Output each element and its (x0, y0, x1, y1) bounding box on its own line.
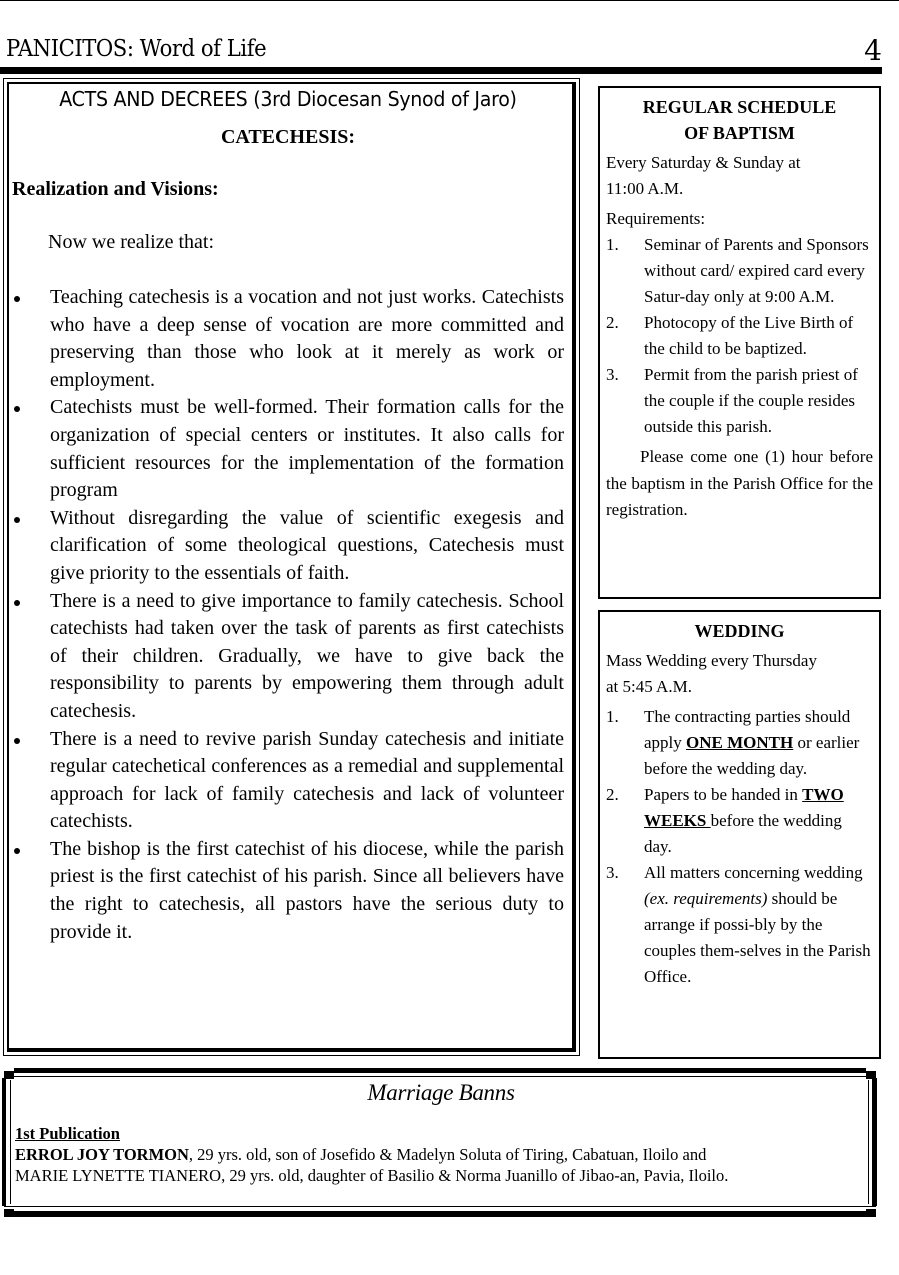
wedding-heading: WEDDING (694, 621, 785, 641)
bullet-item: Teaching catechesis is a vocation and not just works. Catechists who have a deep sense of vocation are more committed and preserving than those who look at it merely as work or employment. (12, 284, 564, 394)
bullet-item: There is a need to revive parish Sunday catechesis and initiate regular catechetical conferences as a remedial and supplemental approach for lack of family catechesis and lack of volunteer catechists. (12, 726, 564, 836)
baptism-heading: REGULAR SCHEDULE OF BAPTISM (642, 97, 837, 143)
section-heading: Realization and Visions: (12, 178, 219, 200)
page-number: 4 (864, 34, 882, 67)
groom-name: ERROL JOY TORMON (15, 1145, 189, 1164)
masthead (6, 34, 886, 70)
frame-corner (866, 1209, 876, 1217)
marriage-banns-box (2, 1068, 880, 1220)
frame-border (14, 1211, 866, 1217)
wedding-item: 3. All matters concerning wedding (ex. requirements) should be arrange if possi-bly by the couples them-selves in the Parish Office. (606, 863, 871, 986)
baptism-schedule: Every Saturday & Sunday at 11:00 A.M. (606, 153, 801, 198)
article-title: ACTS AND DECREES (3rd Diocesan Synod of Jaro) (59, 87, 517, 111)
wedding-schedule: Mass Wedding every Thursday at 5:45 A.M. (606, 651, 817, 696)
bullet-icon (14, 600, 20, 606)
bullet-item: The bishop is the first catechist of his diocese, while the parish priest is the first catechist of his parish. Since all believers have the right to catechesis, all pastors have the serious duty to provide it. (12, 836, 564, 946)
frame-border (14, 1068, 866, 1073)
requirement-item: 1. Seminar of Parents and Sponsors without card/ expired card every Satur-day only at 9:00 A.M. (606, 235, 869, 306)
banns-title: Marriage Banns (367, 1080, 515, 1105)
emphasis-two-weeks: TWO WEEKS (644, 785, 844, 830)
bride-line: MARIE LYNETTE TIANERO, 29 yrs. old, daughter of Basilio & Norma Juanillo of Jibao-an, Pavia, Iloilo. (15, 1166, 729, 1185)
bullet-icon (14, 406, 20, 412)
baptism-schedule-box (598, 86, 881, 599)
italic-note: (ex. requirements) (644, 889, 768, 908)
baptism-closing-note: Please come one (1) hour before the baptism in the Parish Office for the registration. (606, 447, 873, 519)
banns-body (15, 1123, 865, 1186)
newsletter-title: PANICITOS: Word of Life (6, 36, 267, 62)
bullet-list (12, 284, 564, 946)
emphasis-one-month: ONE MONTH (686, 733, 794, 752)
article-box (3, 78, 580, 1056)
frame-border (4, 1206, 876, 1207)
frame-corner (866, 1071, 876, 1079)
frame-corner (4, 1071, 14, 1079)
frame-border (4, 1076, 876, 1077)
baptism-requirements-list (606, 232, 873, 440)
bullet-icon (14, 848, 20, 854)
wedding-item: 1. The contracting parties should apply ONE MONTH or earlier before the wedding day. (606, 707, 860, 778)
bullet-icon (14, 517, 20, 523)
intro-line: Now we realize that: (48, 231, 215, 253)
bullet-item: There is a need to give importance to family catechesis. School catechists had taken over the task of parents as first catechists of their children. Gradually, we have to give back the responsibility to parents by empowering them through adult catechesis. (12, 588, 564, 726)
publication-label: 1st Publication (15, 1124, 120, 1143)
frame-corner (4, 1209, 14, 1217)
article-subtitle: CATECHESIS: (220, 126, 356, 148)
wedding-requirements-list (606, 704, 873, 990)
requirement-item: 3. Permit from the parish priest of the couple if the couple resides outside this parish. (606, 365, 858, 436)
requirements-label: Requirements: (606, 209, 706, 228)
header-rule (0, 67, 882, 74)
wedding-item: 2. Papers to be handed in TWO WEEKS before the wedding day. (606, 785, 844, 856)
groom-line: ERROL JOY TORMON, 29 yrs. old, son of Josefido & Madelyn Soluta of Tiring, Cabatuan, Iloilo and (15, 1145, 707, 1164)
bullet-item: Catechists must be well-formed. Their formation calls for the organization of special centers or institutes. It also calls for sufficient resources for the implementation of the formation program (12, 394, 564, 504)
article-content (12, 85, 564, 946)
bullet-item: Without disregarding the value of scientific exegesis and clarification of some theological questions, Catechesis must give priority to the essentials of faith. (12, 505, 564, 588)
top-edge-rule (0, 0, 899, 1)
requirement-item: 2. Photocopy of the Live Birth of the child to be baptized. (606, 313, 854, 358)
bullet-icon (14, 296, 20, 302)
wedding-box (598, 610, 881, 1059)
bullet-icon (14, 738, 20, 744)
